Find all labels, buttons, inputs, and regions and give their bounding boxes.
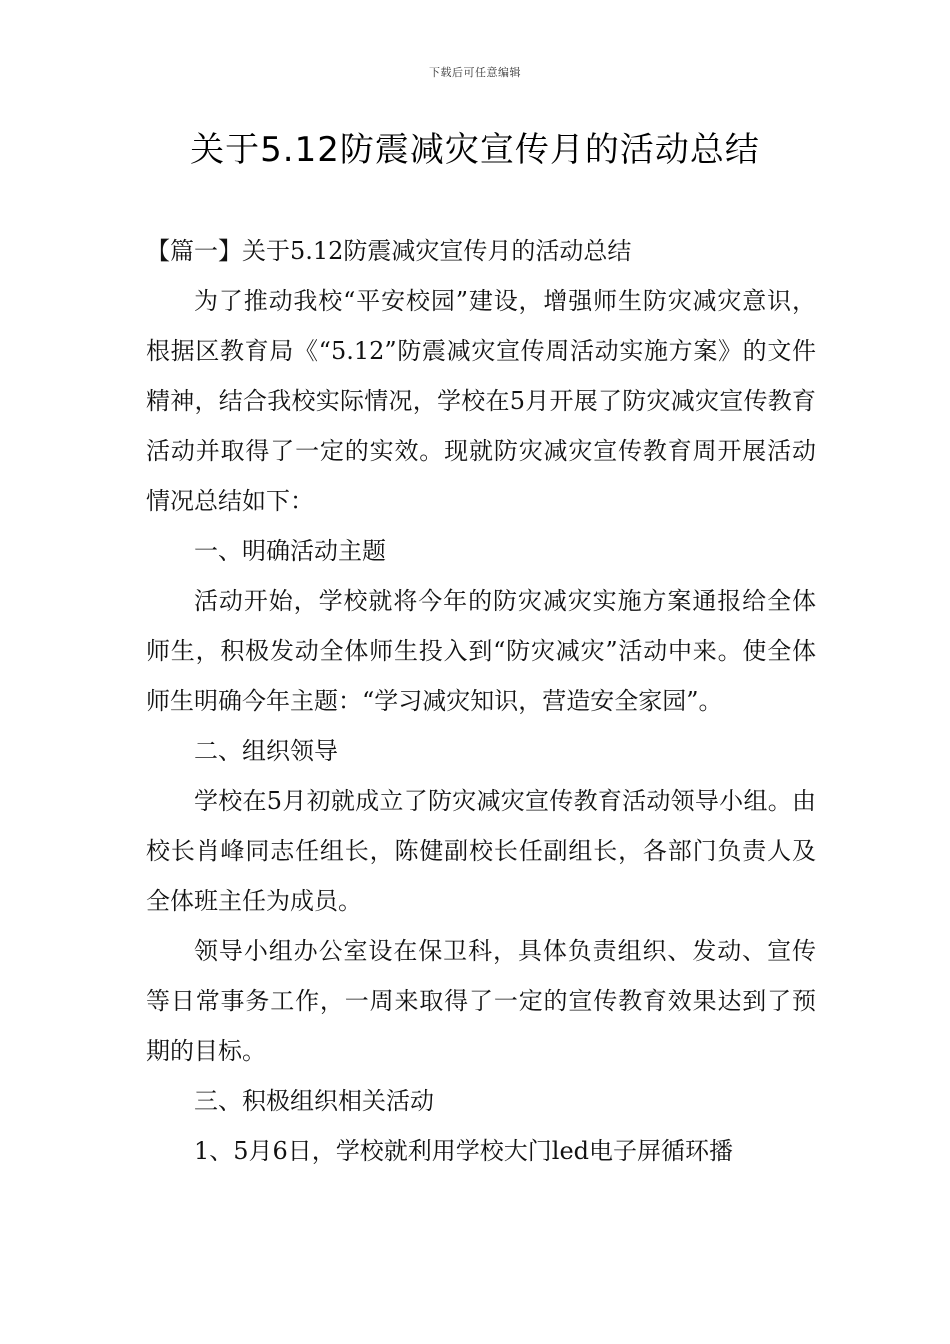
- paragraph-section-3-item-1: 1、5月6日，学校就利用学校大门led电子屏循环播: [194, 1137, 734, 1165]
- header-note: 下载后可任意编辑: [429, 66, 521, 79]
- heading-section-2: 二、组织领导: [194, 737, 338, 765]
- paragraph-intro: 为了推动我校“平安校园”建设，增强师生防灾减灾意识，根据区教育局《“5.12”防震减灾宣传周活动实施方案》的文件精神，结合我校实际情况，学校在5月开展了防灾减灾宣传教育活动并取得了一定的实效。现就防灾减灾宣传教育周开展活动情况总结如下：: [146, 287, 816, 515]
- heading-section-3: 三、积极组织相关活动: [194, 1087, 434, 1115]
- paragraph-section-2b: 领导小组办公室设在保卫科，具体负责组织、发动、宣传等日常事务工作，一周来取得了一定的宣传教育效果达到了预期的目标。: [146, 937, 816, 1065]
- document-body: [146, 226, 816, 1176]
- paragraph-section-2a: 学校在5月初就成立了防灾减灾宣传教育活动领导小组。由校长肖峰同志任组长，陈健副校长任副组长，各部门负责人及全体班主任为成员。: [146, 787, 816, 915]
- heading-section-1: 一、明确活动主题: [194, 537, 386, 565]
- section-subtitle: 【篇一】关于5.12防震减灾宣传月的活动总结: [146, 237, 632, 265]
- paragraph-section-1: 活动开始，学校就将今年的防灾减灾实施方案通报给全体师生，积极发动全体师生投入到“防灾减灾”活动中来。使全体师生明确今年主题：“学习减灾知识，营造安全家园”。: [146, 587, 816, 715]
- document-title: 关于5.12防震减灾宣传月的活动总结: [190, 130, 760, 170]
